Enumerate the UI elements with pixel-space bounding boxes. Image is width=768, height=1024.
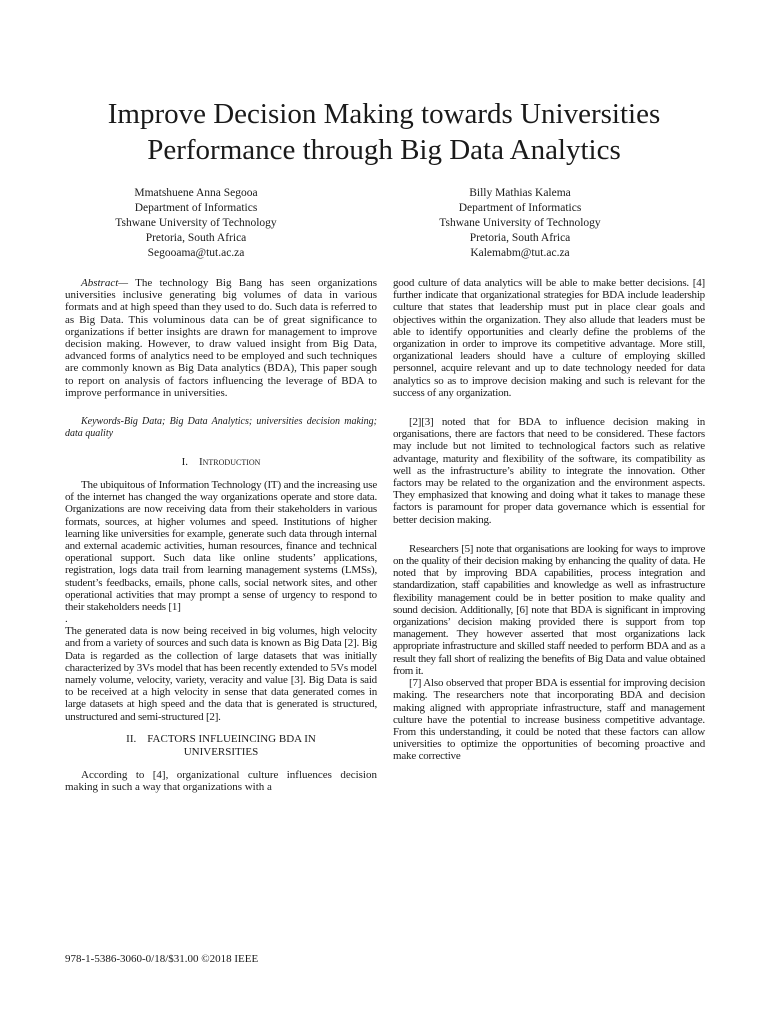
keywords: Keywords-Big Data; Big Data Analytics; universities decision making; data quality xyxy=(65,416,377,439)
author-location: Pretoria, South Africa xyxy=(145,232,247,244)
paper-title-line-2: Performance through Big Data Analytics xyxy=(147,134,621,166)
abstract-label: Abstract— xyxy=(81,277,129,289)
abstract-text: The technology Big Bang has seen organizations universities inclusive generating big volumes of data in various formats and at high speed than they used to do. Such data is referred to as Big Data. This voluminous data can be of great significance to organizations if better insights are drawn for management to improve decision making. However, to draw valued insight from Big Data, advanced forms of analytics need to be employed and such techniques are commonly known as Big Data analytics (BDA), This paper sough to report on analysis of factors influencing the leverage of BDA to improve performance in universities. xyxy=(65,277,377,399)
factors-paragraph-2: [2][3] noted that for BDA to influence decision making in organisations, there are factors that need to be considered. These factors may include but not limited to technological factors such as relative advantage, maturity and flexibility of the software, its compatibility as well as the infrastructure’s ability to integrate the innovation. Other factors may be related to the organization and the environment aspects. They emphasized that knowing and doing what it takes to manage these factors is paramount for proper data governance which is essential for better decision making. xyxy=(393,416,705,526)
section-number: I. xyxy=(181,456,188,469)
copyright-footer: 978-1-5386-3060-0/18/$31.00 ©2018 IEEE xyxy=(65,953,259,965)
author-email: Kalemabm@tut.ac.za xyxy=(470,247,570,259)
section-heading-factors xyxy=(65,733,377,759)
section-title-line-2: UNIVERSITIES xyxy=(183,745,259,758)
intro-paragraph-2: The generated data is now being received in big volumes, high velocity and from a variety of sources and such data is known as Big Data [2]. Big Data is regarded as the collection of large datasets that was initially characterized by 3Vs model that has been recently extended to 5Vs model namely volume, velocity, variety, veracity and value [3]. Big Data is said to be received at a high velocity in sense that data generated comes in large datasets at high speed and the data that is generated is structured, unstructured and semi-structured [2]. xyxy=(65,625,377,723)
paper-title xyxy=(40,96,728,168)
author-department: Department of Informatics xyxy=(458,202,582,214)
section-title-line-1: FACTORS INFLUEINCING BDA IN xyxy=(147,732,316,745)
abstract-paragraph xyxy=(65,277,377,399)
section-title: Introduction xyxy=(198,456,261,469)
section-heading-introduction xyxy=(65,456,377,469)
paper-title-line-1: Improve Decision Making towards Universities xyxy=(107,98,661,130)
section-number: II. xyxy=(126,732,137,745)
author-location: Pretoria, South Africa xyxy=(469,232,571,244)
intro-paragraph-1: The ubiquitous of Information Technology (IT) and the increasing use of the internet has changed the way organizations operate and store data. Organizations are now receiving data from their stakeholders in various formats, sources, at higher volumes and speed. Institutions of higher learning like universities for example, generate such data through internal and external academic activities, human resources, finance and technical operational support. Such data like online students’ applications, registration, logs data trail from learning management systems (LMSs), student’s feedbacks, emails, phone calls, social network sites, and other operational activities that may prompt a sense of urgency to respond to their stakeholders needs [1] xyxy=(65,479,377,614)
author-department: Department of Informatics xyxy=(134,202,258,214)
factors-paragraph-4: [7] Also observed that proper BDA is essential for improving decision making. The researchers note that incorporating BDA and decision making aligned with appropriate infrastructure, staff and management culture have the potential to increase business competitive advantage. From this understanding, it could be noted that these factors can allow universities to optimize the opportunities of becoming proactive and make corrective xyxy=(393,677,705,763)
author-university: Tshwane University of Technology xyxy=(439,217,601,229)
author-block-1 xyxy=(46,186,346,261)
factors-paragraph-1-continued: good culture of data analytics will be able to make better decisions. [4] further indicate that organizational strategies for BDA include leadership culture that states that leadership must put in place clear goals and objectives within the organization. They also allude that leaders must be able to identify opportunities and clearly define the problems of the organization in order to improve its competitive advantage. More still, organizational leaders should have a culture of employing skilled personnel, acquire relevant and up to date technology needed for data analytics so as to improve decision making and such is relevant for the success of any organization. xyxy=(393,277,705,399)
author-email: Segooama@tut.ac.za xyxy=(147,247,245,259)
left-column xyxy=(65,277,377,793)
author-name: Billy Mathias Kalema xyxy=(469,187,571,199)
stray-mark: . xyxy=(65,613,68,626)
author-university: Tshwane University of Technology xyxy=(115,217,277,229)
factors-paragraph-3: Researchers [5] note that organisations are looking for ways to improve on the quality of their decision making by enhancing the quality of data. He noted that by improving BDA capabilities, process integration and standardization, staff capabilities and knowledge as well as infrastructure flexibility management could be in better position to make quality and sound decision. Additionally, [6] note that BDA is significant in improving organizations’ decision making provided there is support from top management. They however asserted that most organizations lack appropriate infrastructure and skilled staff needed to perform BDA and as a result they fall short of realizing the benefits of Big Data and value obtained from it. xyxy=(393,542,705,677)
author-name: Mmatshuene Anna Segooa xyxy=(134,187,258,199)
author-block-2 xyxy=(370,186,670,261)
right-column xyxy=(393,277,705,763)
factors-paragraph-1-start: According to [4], organizational culture influences decision making in such a way that organizations with a xyxy=(65,768,377,794)
